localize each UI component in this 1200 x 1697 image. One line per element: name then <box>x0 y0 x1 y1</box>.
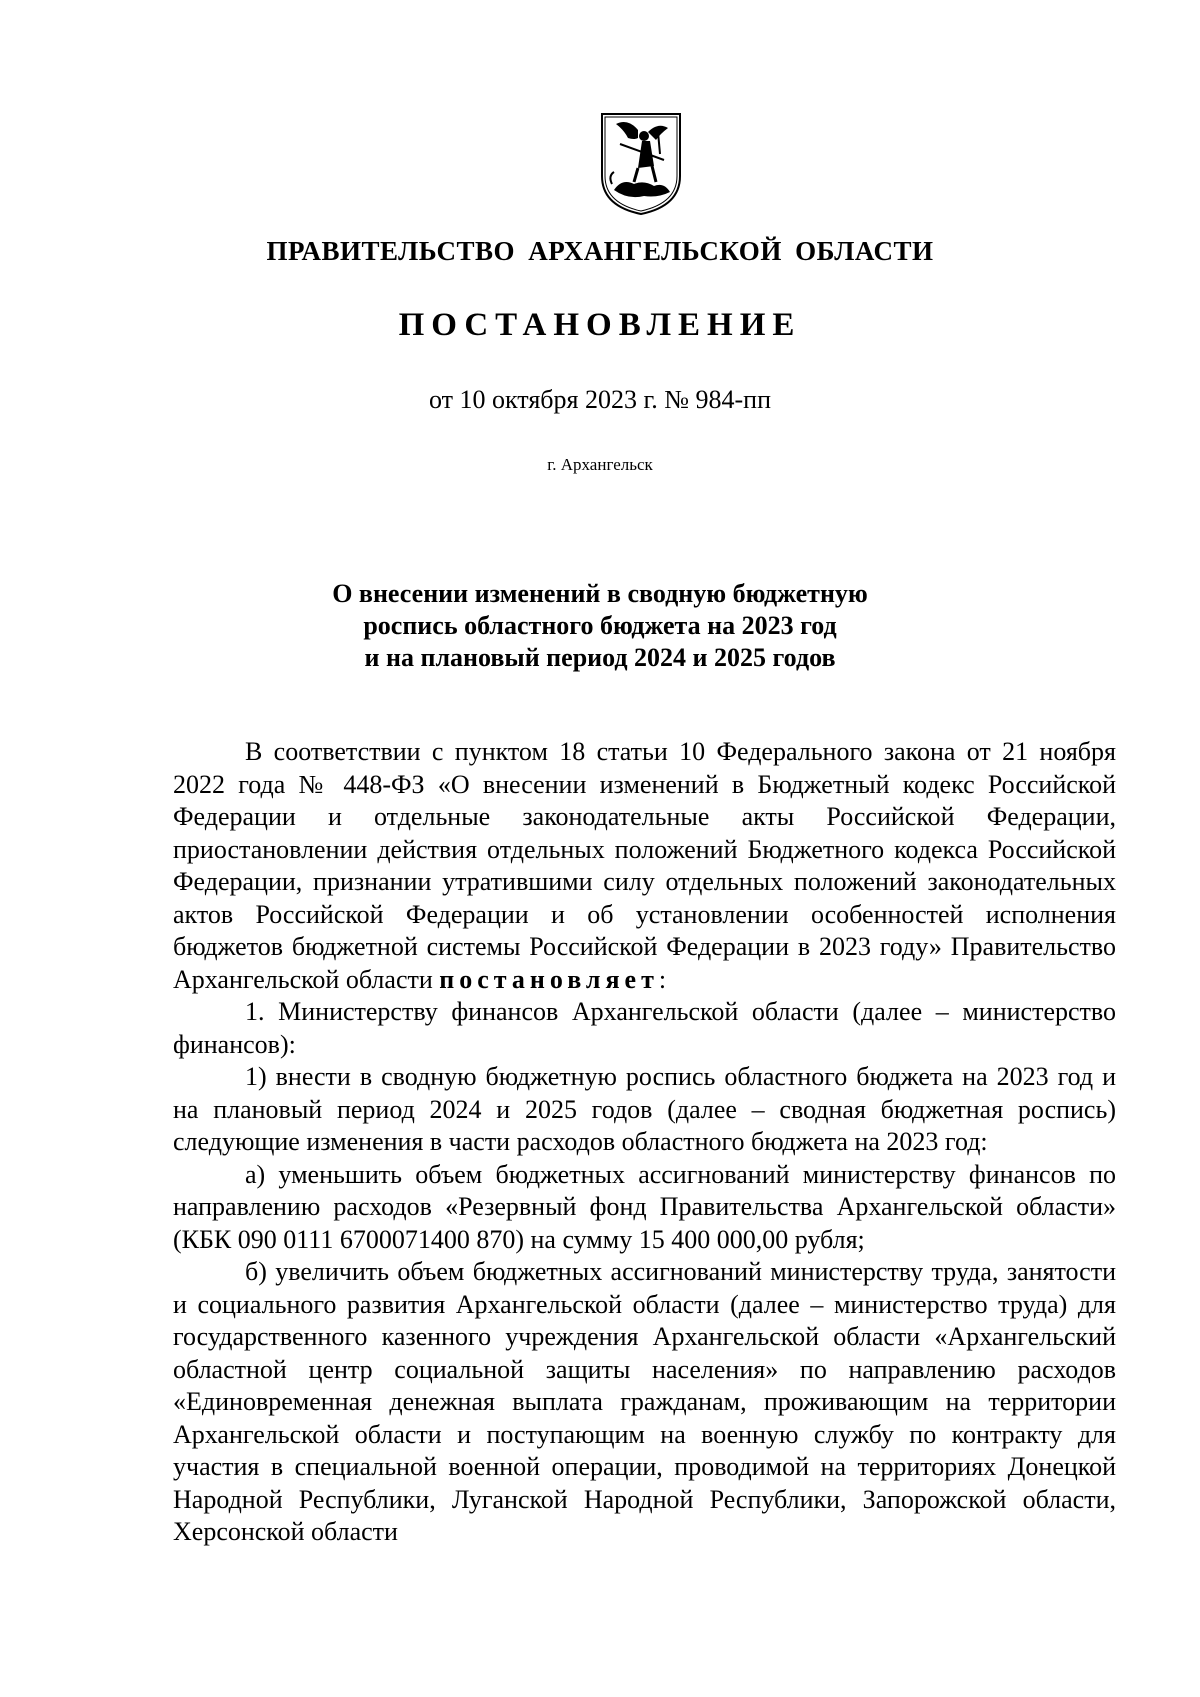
subject-line: О внесении изменений в сводную бюджетную <box>332 579 868 608</box>
decree-colon: : <box>658 964 667 994</box>
item-1-1-paragraph: 1) внести в сводную бюджетную роспись областного бюджета на 2023 год и на плановый период 2024 и 2025 годов (далее – сводная бюджетная роспись) следующие изменения в части расходов областного бюджета на 2023 год: <box>173 1062 1116 1156</box>
document-type: ПОСТАНОВЛЕНИЕ <box>398 307 802 343</box>
subject-line: роспись областного бюджета на 2023 год <box>363 611 837 640</box>
organization-name: ПРАВИТЕЛЬСТВО АРХАНГЕЛЬСКОЙ ОБЛАСТИ <box>266 236 934 266</box>
preamble-paragraph <box>173 736 1116 996</box>
item-b-paragraph: б) увеличить объем бюджетных ассигнований министерству труда, занятости и социального развития Архангельской области (далее – министерство труда) для государственного казенного учреждения Архангельской области «Архангельский областной центр социальной защиты населения» по направлению расходов «Единовременная денежная выплата гражданам, проживающим на территории Архангельской области и поступающим на военную службу по контракту для участия в специальной военной операции, проводимой на территориях Донецкой Народной Республики, Луганской Народной Республики, Запорожской области, Херсонской области <box>173 1257 1116 1546</box>
document-subject <box>0 578 1200 674</box>
item-1-paragraph: 1. Министерству финансов Архангельской области (далее – министерство финансов): <box>173 997 1116 1059</box>
subject-line: и на плановый период 2024 и 2025 годов <box>364 643 836 672</box>
item-a-paragraph: а) уменьшить объем бюджетных ассигнований министерству финансов по направлению расходов «Резервный фонд Правительства Архангельской области» (КБК 090 0111 6700071400 870) на сумму 15 400 000,00 рубля; <box>173 1159 1116 1254</box>
decree-word: постановляет <box>439 964 659 994</box>
document-date-number: от 10 октября 2023 г. № 984-пп <box>429 385 771 414</box>
arkhangelsk-coat-of-arms-icon <box>598 110 684 218</box>
preamble-text: В соответствии с пунктом 18 статьи 10 Федерального закона от 21 ноября 2022 года № 448-ФЗ «О внесении изменений в Бюджетный кодекс Российской Федерации и отдельные законодательные акты Российской Федерации, приостановлении действия отдельных положений Бюджетного кодекса Российской Федерации, признании утратившими силу отдельных положений законодательных актов Российской Федерации и об установлении особенностей исполнения бюджетов бюджетной системы Российской Федерации в 2023 году» Правительство Архангельской области <box>173 737 1116 994</box>
document-body <box>173 736 1116 1549</box>
document-city: г. Архангельск <box>547 455 653 474</box>
